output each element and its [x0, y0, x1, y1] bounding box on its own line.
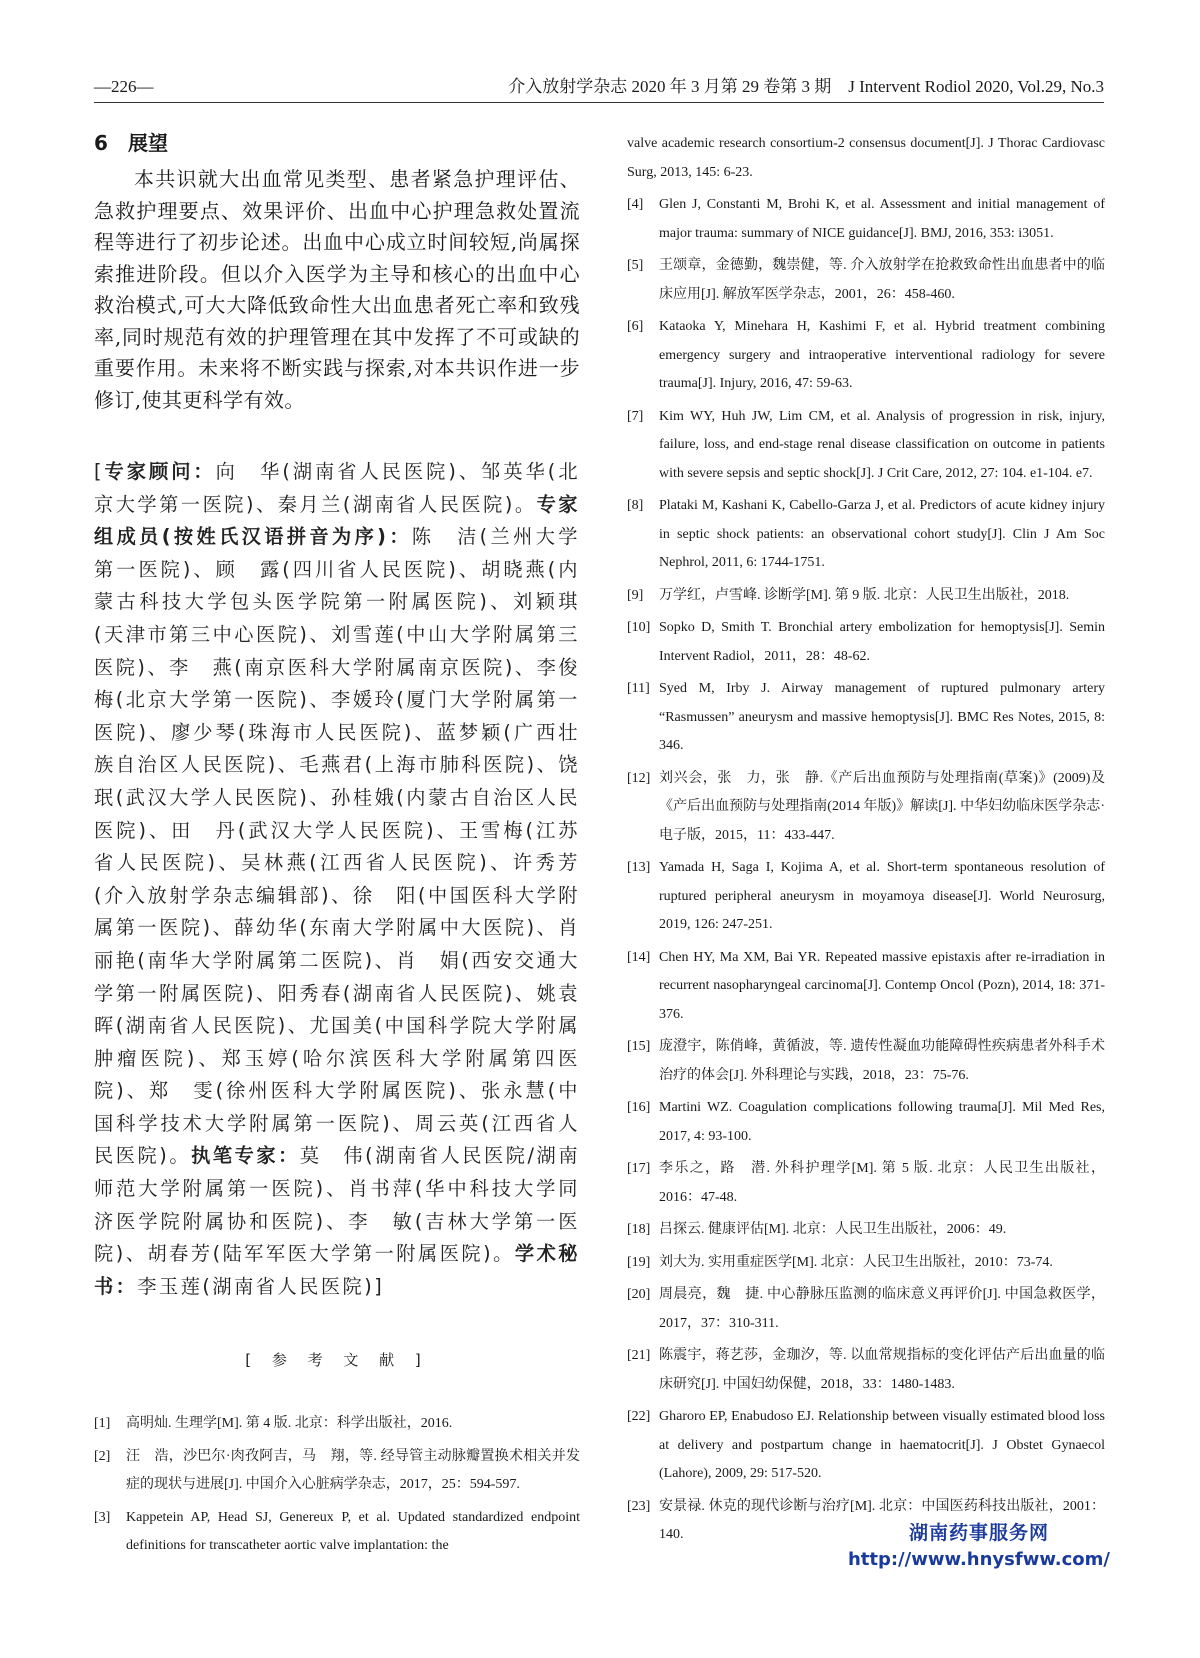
reference-text: 刘大为. 实用重症医学[M]. 北京：人民卫生出版社，2010：73-74. — [659, 1254, 1053, 1270]
expert-panel — [94, 456, 602, 1303]
reference-text: 汪 浩，沙巴尔·肉孜阿吉，马 翔，等. 经导管主动脉瓣置换术相关并发症的现状与进展[J]. 中国介入心脏病学杂志，2017，25：594-597. — [126, 1448, 580, 1493]
reference-number: [13] — [627, 860, 651, 875]
reference-item — [627, 1216, 1105, 1245]
reference-item — [627, 582, 1105, 611]
reference-text: 吕探云. 健康评估[M]. 北京：人民卫生出版社，2006：49. — [659, 1222, 1007, 1237]
reference-text: Glen J, Constanti M, Brohi K, et al. Assessment and initial management of major trauma: summary of NICE guidance[J]. BMJ, 2016, 353: i3051. — [659, 197, 1105, 241]
page-number: —226— — [94, 77, 154, 96]
reference-text: 安景禄. 休克的现代诊断与治疗[M]. 北京：中国医药科技出版社，2001：140. — [659, 1498, 1105, 1542]
reference-text: 王颂章，金德勤，魏崇健，等. 介入放射学在抢救致命性出血患者中的临床应用[J]. 解放军医学杂志，2001，26：458-460. — [659, 258, 1105, 302]
references-heading: [ 参 考 文 献 ] — [245, 1351, 429, 1370]
reference-item — [94, 1443, 580, 1500]
reference-item — [627, 313, 1105, 399]
reference-number: [19] — [627, 1254, 651, 1270]
reference-text: 李乐之，路 潜. 外科护理学[M]. 第 5 版. 北京：人民卫生出版社，2016：47-48. — [659, 1161, 1105, 1205]
reference-number: [5] — [627, 258, 644, 273]
reference-item — [627, 944, 1105, 1030]
writers-label: 执笔专家： — [191, 1144, 300, 1168]
members-label: 专家组成员(按姓氏汉语拼音为序)： — [94, 492, 580, 549]
site-watermark — [848, 1518, 1110, 1570]
watermark-url[interactable]: http://www.hnysfww.com/ — [847, 1549, 1110, 1570]
reference-item — [627, 1403, 1105, 1489]
reference-text: Sopko D, Smith T. Bronchial artery embolization for hemoptysis[J]. Semin Intervent Radiol，2011，28：48-62. — [659, 620, 1105, 664]
reference-text: 刘兴会，张 力，张 静.《产后出血预防与处理指南(草案)》(2009)及《产后出血预防与处理指南(2014 年版)》解读[J]. 中华妇幼临床医学杂志·电子版，2015，11：433-447. — [659, 770, 1105, 843]
reference-number: [17] — [627, 1161, 651, 1176]
section-number: 6 — [94, 131, 108, 155]
reference-number: [14] — [627, 949, 651, 965]
secretary-label: 学术秘书： — [94, 1242, 580, 1298]
writers-list: 莫 伟(湖南省人民医院/湖南师范大学附属第一医院)、肖书萍(华中科技大学同济医学院附属协和医院)、李 敏(吉林大学第一医院)、胡春芳(陆军军医大学第一附属医院)。 — [94, 1144, 581, 1266]
reference-number: [12] — [627, 770, 651, 786]
reference-number: [18] — [627, 1222, 651, 1237]
reference-item — [627, 252, 1105, 309]
reference-text: Plataki M, Kashani K, Cabello-Garza J, et al. Predictors of acute kidney injury in septic shock patients: an observational cohort study[J]. Clin J Am Soc Nephrol, 2011, 6: 1744-1751. — [659, 498, 1105, 570]
reference-item — [627, 1342, 1105, 1399]
reference-item — [627, 1094, 1105, 1151]
reference-number: [7] — [627, 408, 644, 424]
reference-item — [627, 1249, 1105, 1278]
reference-text: 陈震宇，蒋艺莎，金珈汐，等. 以血常规指标的变化评估产后出血量的临床研究[J]. 中国妇幼保健，2018，33：1480-1483. — [659, 1348, 1105, 1392]
reference-item — [94, 1504, 580, 1561]
reference-number: [16] — [627, 1100, 651, 1115]
reference-item — [627, 614, 1105, 671]
secretary-name: 李玉莲(湖南省人民医院) — [137, 1274, 375, 1298]
reference-number: [11] — [627, 681, 650, 696]
reference-number: [2] — [94, 1448, 111, 1464]
reference-continuation: valve academic research consortium-2 consensus document[J]. J Thorac Cardiovasc Surg, 2013, 145: 6-23. — [627, 136, 1105, 180]
section-title: 展望 — [128, 131, 168, 155]
reference-item — [627, 1155, 1105, 1212]
reference-text: Martini WZ. Coagulation complications following trauma[J]. Mil Med Res, 2017, 4: 93-100. — [659, 1100, 1105, 1144]
reference-text: Chen HY, Ma XM, Bai YR. Repeated massive epistaxis after re-irradiation in recurrent nasopharyngeal carcinoma[J]. Contemp Oncol (Pozn), 2014, 18: 371-376. — [659, 949, 1105, 1022]
members-list: 陈 洁(兰州大学第一医院)、顾 露(四川省人民医院)、胡晓燕(内蒙古科技大学包头医学院第一附属医院)、刘颖琪(天津市第三中心医院)、刘雪莲(中山大学附属第三医院)、李 燕(南京医科大学附属南京医院)、李俊梅(北京大学第一医院)、李媛玲(厦门大学附属第一医院)、廖少琴(珠海市人民医院)、蓝梦颖(广西壮族自治区人民医院)、毛燕君(上海市肺科医院)、饶 珉(武汉大学人民医院)、孙桂娥(内蒙古自治区人民医院)、田 丹(武汉大学人民医院)、王雪梅(江苏省人民医院)、吴林燕(江西省人民医院)、许秀芳(介入放射学杂志编辑部)、徐 阳(中国医科大学附属第一医院)、薛幼华(东南大学附属中大医院)、肖丽艳(南华大学附属第二医院)、肖 娟(西安交通大学第一附属医院)、阳秀春(湖南省人民医院)、姚袁晖(湖南省人民医院)、尤国美(中国科学院大学附属肿瘤医院)、郑玉婷(哈尔滨医科大学附属第四医院)、郑 雯(徐州医科大学附属医院)、张永慧(中国科学技术大学附属第一医院)、周云英(江西省人民医院)。 — [94, 525, 602, 1168]
reference-text: 庞澄宇，陈俏峰，黄循波，等. 遗传性凝血功能障碍性疾病患者外科手术治疗的体会[J]. 外科理论与实践，2018，23：75-76. — [659, 1039, 1105, 1083]
reference-text: Syed M, Irby J. Airway management of ruptured pulmonary artery “Rasmussen” aneurysm and massive hemoptysis[J]. BMC Res Notes, 2015, 8: 346. — [659, 681, 1105, 753]
reference-number: [20] — [627, 1287, 651, 1302]
reference-item — [627, 854, 1105, 940]
reference-text: 周晨亮，魏 捷. 中心静脉压监测的临床意义再评价[J]. 中国急救医学，2017，37：310-311. — [659, 1287, 1105, 1331]
reference-number: [22] — [627, 1409, 651, 1424]
reference-text: Yamada H, Saga I, Kojima A, et al. Short-term spontaneous resolution of ruptured peripheral aneurysm in moyamoya disease[J]. World Neurosurg, 2019, 126: 247-251. — [659, 860, 1105, 932]
outlook-paragraph: 本共识就大出血常见类型、患者紧急护理评估、急救护理要点、效果评价、出血中心护理急救处置流程等进行了初步论述。出血中心成立时间较短,尚属探索推进阶段。但以介入医学为主导和核心的出血中心救治模式,可大大降低致命性大出血患者死亡率和致残率,同时规范有效的护理管理在其中发挥了不可或缺的重要作用。未来将不断实践与探索,对本共识作进一步修订,使其更科学有效。 — [94, 167, 580, 412]
reference-number: [21] — [627, 1348, 651, 1363]
reference-item — [627, 765, 1105, 851]
reference-number: [1] — [94, 1416, 111, 1432]
expert-open-bracket: [ — [94, 460, 104, 483]
reference-text: Gharoro EP, Enabudoso EJ. Relationship between visually estimated blood loss at delivery and postpartum change in haematocrit[J]. J Obstet Gynaecol (Lahore), 2009, 29: 517-520. — [659, 1409, 1105, 1481]
reference-number: [15] — [627, 1039, 651, 1054]
reference-item — [627, 1033, 1105, 1090]
reference-number: [8] — [627, 498, 644, 513]
journal-citation: 介入放射学杂志 2020 年 3 月第 29 卷第 3 期 J Intervent Rodiol 2020, Vol.29, No.3 — [508, 77, 1104, 96]
right-reference-list — [627, 191, 1105, 1550]
reference-number: [6] — [627, 319, 644, 334]
right-column — [627, 130, 1105, 1554]
reference-item — [627, 1281, 1105, 1338]
advisors-label: 专家顾问： — [104, 460, 216, 483]
reference-text: 高明灿. 生理学[M]. 第 4 版. 北京：科学出版社，2016. — [126, 1416, 453, 1432]
reference-text: Kataoka Y, Minehara H, Kashimi F, et al. Hybrid treatment combining emergency surgery and intraoperative interventional radiology for severe trauma[J]. Injury, 2016, 47: 59-63. — [659, 319, 1105, 391]
reference-number: [9] — [627, 587, 644, 603]
reference-number: [10] — [627, 620, 651, 635]
page-header — [94, 68, 1104, 103]
reference-item — [94, 1410, 580, 1439]
section-heading — [94, 128, 580, 158]
reference-item — [627, 403, 1105, 489]
watermark-name: 湖南药事服务网 — [908, 1522, 1049, 1544]
reference-number: [4] — [627, 197, 644, 212]
reference-number: [23] — [627, 1498, 651, 1514]
left-column — [94, 128, 602, 1565]
reference-item — [627, 492, 1105, 578]
advisors-list: 向 华(湖南省人民医院)、邹英华(北京大学第一医院)、秦月兰(湖南省人民医院)。 — [94, 460, 581, 516]
reference-item — [627, 191, 1105, 248]
reference-text: 万学红，卢雪峰. 诊断学[M]. 第 9 版. 北京：人民卫生出版社，2018. — [659, 587, 1070, 603]
left-reference-list — [94, 1410, 580, 1561]
reference-text: Kappetein AP, Head SJ, Genereux P, et al. Updated standardized endpoint definitions for transcatheter aortic valve implantation: the — [126, 1509, 580, 1554]
expert-close-bracket: ] — [374, 1274, 385, 1298]
reference-item — [627, 675, 1105, 761]
reference-text: Kim WY, Huh JW, Lim CM, et al. Analysis of progression in risk, injury, failure, loss, and end-stage renal disease classification on outcome in patients with severe sepsis and septic shock[J]. J Crit Care, 2012, 27: 104. e1-104. e7. — [659, 408, 1105, 481]
reference-number: [3] — [94, 1509, 111, 1525]
